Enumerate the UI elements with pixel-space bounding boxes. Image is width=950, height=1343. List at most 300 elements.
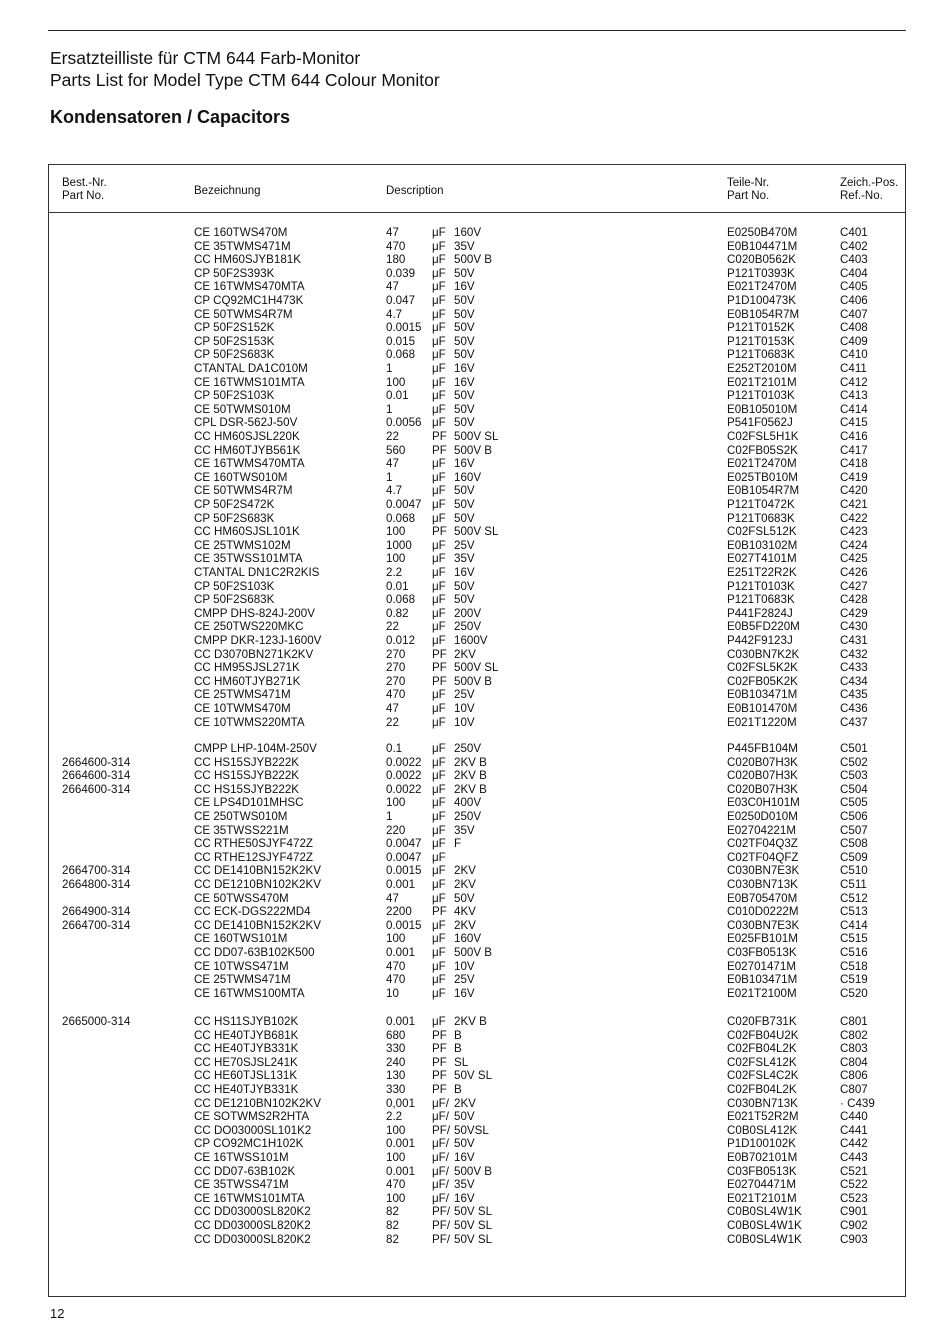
- cell-value: 2.2: [386, 1110, 403, 1124]
- cell-unit: μF: [432, 579, 446, 593]
- cell-part-number: E0B1054R7M: [727, 484, 800, 498]
- cell-reference: C521: [840, 1164, 868, 1178]
- cell-part-number: P541F0562J: [727, 416, 793, 430]
- table-row: [0, 1083, 950, 1097]
- cell-part-number: C020B07H3K: [727, 769, 798, 783]
- cell-reference: C423: [840, 525, 868, 539]
- cell-rating: 50V SL: [454, 1205, 493, 1219]
- table-row: [0, 321, 950, 335]
- cell-bezeichnung: CE 160TWS101M: [194, 932, 288, 946]
- cell-unit: μF: [432, 307, 446, 321]
- cell-part-number: E02701471M: [727, 959, 796, 973]
- cell-rating: 16V: [454, 362, 475, 375]
- cell-bezeichnung: CE 160TWS010M: [194, 470, 288, 484]
- table-row: [0, 742, 950, 756]
- cell-bezeichnung: CP 50F2S683K: [194, 511, 275, 525]
- cell-rating: 160V: [454, 932, 482, 946]
- cell-bezeichnung: CC HM60SJSL220K: [194, 430, 300, 443]
- cell-reference: C403: [840, 253, 868, 267]
- cell-reference: C442: [840, 1137, 868, 1151]
- cell-order-number: 2664900-314: [62, 905, 131, 919]
- cell-value: 0.001: [386, 946, 416, 959]
- cell-rating: 50V: [454, 321, 475, 335]
- cell-rating: 2KV: [454, 1096, 476, 1110]
- cell-reference: C435: [840, 688, 868, 702]
- cell-unit: μF: [432, 294, 446, 307]
- table-row: [0, 403, 950, 417]
- column-header-order-number-en: Part No.: [62, 190, 105, 202]
- cell-bezeichnung: CC HE40TJYB681K: [194, 1028, 299, 1042]
- cell-value: 0.001: [386, 1164, 416, 1178]
- cell-value: 470: [386, 959, 406, 973]
- table-row: [0, 1219, 950, 1233]
- cell-part-number: C02FSL4C2K: [727, 1069, 799, 1083]
- cell-rating: 50V: [454, 389, 475, 403]
- cell-rating: 35V: [454, 823, 475, 837]
- cell-unit: μF: [432, 375, 446, 389]
- cell-value: 0.0022: [386, 755, 422, 769]
- cell-value: 680: [386, 1028, 406, 1042]
- cell-value: 0.0022: [386, 782, 422, 796]
- cell-part-number: C02TF04QFZ: [727, 850, 799, 864]
- cell-part-number: E0B103471M: [727, 688, 798, 702]
- cell-order-number: 2664600-314: [62, 755, 131, 769]
- cell-reference: C440: [840, 1110, 868, 1124]
- cell-reference: C505: [840, 796, 868, 810]
- cell-reference: C443: [840, 1151, 868, 1164]
- cell-unit: μF: [432, 566, 446, 579]
- cell-order-number: 2664700-314: [62, 864, 131, 878]
- cell-part-number: C030BN7E3K: [727, 918, 800, 932]
- cell-part-number: C02FB05S2K: [727, 443, 798, 457]
- cell-unit: μF: [432, 796, 446, 810]
- table-row: [0, 471, 950, 485]
- cell-part-number: C02FSL5K2K: [727, 661, 798, 675]
- cell-value: 1: [386, 402, 393, 416]
- cell-unit: μF/: [432, 1151, 449, 1164]
- cell-reference: C401: [840, 226, 868, 239]
- cell-part-number: E021T1220M: [727, 715, 797, 729]
- cell-bezeichnung: CP 50F2S683K: [194, 593, 275, 607]
- cell-unit: μF: [432, 810, 446, 823]
- cell-rating: F: [454, 837, 462, 851]
- cell-value: 4.7: [386, 484, 403, 498]
- cell-reference: C414: [840, 918, 868, 932]
- cell-unit: μF: [432, 878, 446, 891]
- cell-unit: μF: [432, 702, 446, 715]
- cell-reference: C523: [840, 1191, 868, 1205]
- cell-rating: 160V: [454, 226, 482, 239]
- cell-part-number: E0B5FD220M: [727, 620, 800, 634]
- cell-rating: 10V: [454, 959, 475, 973]
- cell-bezeichnung: CE 10TWMS470M: [194, 702, 291, 715]
- table-row: [0, 716, 950, 730]
- cell-reference: C408: [840, 321, 868, 335]
- table-row: [0, 389, 950, 403]
- cell-bezeichnung: CE 16TWMS100MTA: [194, 986, 305, 1000]
- column-header-part-number-en: Part No.: [727, 190, 770, 202]
- cell-value: 0.0047: [386, 850, 422, 864]
- cell-value: 0.1: [386, 742, 403, 755]
- table-row: [0, 824, 950, 838]
- cell-reference: C411: [840, 362, 867, 375]
- cell-part-number: P442F9123J: [727, 634, 793, 647]
- cell-bezeichnung: CC DD03000SL820K2: [194, 1232, 311, 1246]
- cell-reference: C516: [840, 946, 868, 959]
- cell-rating: 50V: [454, 1110, 475, 1124]
- cell-value: 10: [386, 986, 399, 1000]
- table-row: [0, 1110, 950, 1124]
- cell-part-number: P1D100102K: [727, 1137, 796, 1151]
- cell-value: 0.0015: [386, 918, 422, 932]
- cell-unit: μF: [432, 973, 446, 987]
- cell-value: 2200: [386, 905, 412, 919]
- cell-value: 0.068: [386, 593, 416, 607]
- cell-bezeichnung: CE 16TWMS470MTA: [194, 280, 305, 294]
- cell-bezeichnung: CE 35TWSS221M: [194, 823, 289, 837]
- table-row: [0, 1056, 950, 1070]
- cell-reference: C510: [840, 864, 868, 878]
- cell-part-number: E03C0H101M: [727, 796, 800, 810]
- cell-reference: C406: [840, 294, 868, 307]
- cell-value: 270: [386, 647, 406, 661]
- cell-reference: C419: [840, 470, 868, 484]
- table-row: [0, 973, 950, 987]
- cell-value: 82: [386, 1205, 399, 1219]
- cell-reference: C429: [840, 606, 868, 620]
- cell-bezeichnung: CE 35TWMS471M: [194, 239, 291, 253]
- cell-bezeichnung: CPL DSR-562J-50V: [194, 416, 298, 430]
- cell-unit: μF: [432, 552, 446, 566]
- cell-value: 100: [386, 552, 406, 566]
- cell-part-number: C030BN713K: [727, 1096, 798, 1110]
- cell-reference: C428: [840, 593, 868, 607]
- table-row: [0, 905, 950, 919]
- cell-rating: 250V: [454, 620, 482, 634]
- cell-reference: C410: [840, 348, 868, 362]
- cell-part-number: C02FB04U2K: [727, 1028, 799, 1042]
- column-header-order-number-de: Best.-Nr.: [62, 177, 107, 189]
- cell-rating: 50V: [454, 348, 475, 362]
- cell-value: 47: [386, 280, 399, 294]
- cell-reference: C503: [840, 769, 868, 783]
- cell-unit: PF/: [432, 1205, 451, 1219]
- cell-bezeichnung: CE 25TWMS471M: [194, 688, 291, 702]
- table-row: [0, 498, 950, 512]
- cell-unit: μF: [432, 782, 446, 796]
- cell-bezeichnung: CMPP DHS-824J-200V: [194, 606, 315, 620]
- cell-part-number: E0B702101M: [727, 1151, 798, 1164]
- cell-rating: 2KV B: [454, 755, 487, 769]
- cell-unit: μF: [432, 918, 446, 932]
- cell-unit: μF: [432, 498, 446, 511]
- cell-unit: μF: [432, 348, 446, 362]
- cell-reference: C420: [840, 484, 868, 498]
- cell-unit: μF: [432, 742, 446, 755]
- cell-unit: μF: [432, 891, 446, 905]
- cell-value: 0.0015: [386, 321, 422, 335]
- table-row: [0, 634, 950, 648]
- cell-unit: μF/: [432, 1178, 449, 1192]
- cell-rating: 50V: [454, 579, 475, 593]
- cell-unit: μF: [432, 1015, 446, 1028]
- cell-bezeichnung: CC ECK-DGS222MD4: [194, 905, 311, 919]
- cell-part-number: C010D0222M: [727, 905, 799, 919]
- cell-part-number: C02FSL512K: [727, 525, 797, 539]
- cell-unit: μF/: [432, 1191, 449, 1205]
- cell-value: 1: [386, 810, 393, 823]
- cell-bezeichnung: CC DO03000SL101K2: [194, 1123, 312, 1137]
- cell-unit: μF: [432, 606, 446, 620]
- cell-reference: C506: [840, 810, 868, 823]
- cell-value: 0.001: [386, 1015, 416, 1028]
- cell-part-number: C03FB0513K: [727, 1164, 797, 1178]
- cell-reference: C519: [840, 973, 868, 987]
- cell-reference: C518: [840, 959, 868, 973]
- cell-order-number: 2665000-314: [62, 1015, 131, 1028]
- cell-bezeichnung: CE 250TWS010M: [194, 810, 288, 823]
- cell-bezeichnung: CE 50TWSS470M: [194, 891, 289, 905]
- cell-reference: C509: [840, 850, 868, 864]
- table-row: [0, 294, 950, 308]
- cell-unit: μF: [432, 620, 446, 634]
- cell-value: 0.039: [386, 266, 416, 280]
- table-row: [0, 769, 950, 783]
- table-row: [0, 1233, 950, 1247]
- cell-part-number: C02FB05K2K: [727, 674, 798, 688]
- table-row: [0, 1178, 950, 1192]
- cell-bezeichnung: CC DE1210BN102K2KV: [194, 1096, 321, 1110]
- cell-bezeichnung: CE 10TWMS220MTA: [194, 715, 305, 729]
- table-row: [0, 335, 950, 349]
- cell-value: 0.0047: [386, 498, 422, 511]
- table-row: [0, 1029, 950, 1043]
- cell-unit: μF: [432, 226, 446, 239]
- table-row: [0, 457, 950, 471]
- cell-reference: C515: [840, 932, 868, 946]
- cell-bezeichnung: CC HS15SJYB222K: [194, 755, 300, 769]
- table-row: [0, 226, 950, 240]
- cell-bezeichnung: CE 160TWS470M: [194, 226, 288, 239]
- cell-unit: μF: [432, 389, 446, 403]
- cell-rating: 2KV B: [454, 769, 487, 783]
- cell-value: 180: [386, 253, 406, 267]
- cell-unit: μF/: [432, 1164, 449, 1178]
- cell-value: 0.0056: [386, 416, 422, 430]
- cell-unit: PF: [432, 661, 447, 675]
- cell-bezeichnung: CC HM60SJSL101K: [194, 525, 300, 539]
- cell-value: 1000: [386, 538, 412, 552]
- table-row: [0, 593, 950, 607]
- cell-bezeichnung: CE 25TWMS102M: [194, 538, 291, 552]
- cell-part-number: C020B07H3K: [727, 782, 798, 796]
- cell-value: 0.001: [386, 878, 416, 891]
- column-header-part-number-de: Teile-Nr.: [727, 177, 770, 189]
- cell-bezeichnung: CE 16TWMS101MTA: [194, 1191, 305, 1205]
- table-row: [0, 267, 950, 281]
- table-row: [0, 946, 950, 960]
- cell-part-number: P121T0683K: [727, 593, 795, 607]
- cell-value: 100: [386, 796, 406, 810]
- cell-bezeichnung: CC DD03000SL820K2: [194, 1219, 311, 1232]
- cell-unit: μF: [432, 416, 446, 430]
- cell-part-number: P121T0683K: [727, 511, 795, 525]
- cell-reference: C407: [840, 307, 868, 321]
- table-row: [0, 864, 950, 878]
- cell-rating: 50V: [454, 294, 475, 307]
- cell-bezeichnung: CE 16TWMS101MTA: [194, 375, 305, 389]
- cell-reference: C405: [840, 280, 868, 294]
- cell-bezeichnung: CE 50TWMS010M: [194, 402, 291, 416]
- section-heading: Kondensatoren / Capacitors: [50, 107, 291, 127]
- cell-reference: C507: [840, 823, 868, 837]
- cell-part-number: E025FB101M: [727, 932, 798, 946]
- cell-bezeichnung: CC HS15SJYB222K: [194, 782, 300, 796]
- cell-reference: C431: [840, 634, 868, 647]
- cell-part-number: C020B0562K: [727, 253, 796, 267]
- cell-reference: C903: [840, 1232, 868, 1246]
- cell-part-number: E0B705470M: [727, 891, 798, 905]
- cell-value: 330: [386, 1083, 406, 1096]
- cell-part-number: P121T0153K: [727, 334, 795, 348]
- cell-rating: 500V SL: [454, 525, 499, 539]
- cell-bezeichnung: CC HM60TJYB561K: [194, 443, 301, 457]
- cell-bezeichnung: CC DD07-63B102K500: [194, 946, 315, 959]
- cell-value: 0.0047: [386, 837, 422, 851]
- cell-rating: 16V: [454, 566, 475, 579]
- cell-unit: μF: [432, 280, 446, 294]
- cell-value: 240: [386, 1055, 406, 1069]
- cell-reference: C430: [840, 620, 868, 634]
- table-row: [0, 362, 950, 376]
- cell-part-number: E021T2101M: [727, 1191, 797, 1205]
- cell-unit: PF: [432, 647, 447, 661]
- cell-rating: 500V B: [454, 674, 493, 688]
- cell-bezeichnung: CC HS15SJYB222K: [194, 769, 300, 783]
- cell-unit: μF: [432, 715, 446, 729]
- table-row: [0, 620, 950, 634]
- cell-rating: 16V: [454, 280, 475, 294]
- cell-rating: SL: [454, 1055, 469, 1069]
- cell-reference: C404: [840, 266, 868, 280]
- cell-value: 47: [386, 702, 399, 715]
- cell-value: 130: [386, 1069, 406, 1083]
- table-row: [0, 1165, 950, 1179]
- cell-rating: 2KV: [454, 647, 476, 661]
- cell-value: 47: [386, 226, 399, 239]
- cell-value: 0.82: [386, 606, 409, 620]
- cell-unit: μF: [432, 321, 446, 335]
- table-row: [0, 1015, 950, 1029]
- cell-bezeichnung: CP 50F2S103K: [194, 579, 275, 593]
- cell-bezeichnung: CP 50F2S103K: [194, 389, 275, 403]
- cell-reference: C433: [840, 661, 868, 675]
- cell-rating: 400V: [454, 796, 482, 810]
- cell-value: 560: [386, 443, 406, 457]
- cell-reference: C902: [840, 1219, 868, 1232]
- cell-part-number: C030BN7E3K: [727, 864, 800, 878]
- cell-unit: μF: [432, 986, 446, 1000]
- cell-unit: μF: [432, 484, 446, 498]
- cell-value: 100: [386, 1191, 406, 1205]
- cell-rating: 1600V: [454, 634, 488, 647]
- cell-rating: 2KV B: [454, 782, 487, 796]
- cell-rating: 200V: [454, 606, 482, 620]
- table-row: [0, 607, 950, 621]
- table-row: [0, 240, 950, 254]
- cell-reference: C418: [840, 457, 868, 471]
- table-row: [0, 756, 950, 770]
- cell-unit: PF: [432, 525, 447, 539]
- cell-unit: μF: [432, 959, 446, 973]
- cell-reference: C804: [840, 1055, 868, 1069]
- cell-reference: C504: [840, 782, 868, 796]
- cell-part-number: E0B103102M: [727, 538, 798, 552]
- cell-rating: 50V: [454, 891, 475, 905]
- cell-bezeichnung: CC DD07-63B102K: [194, 1164, 296, 1178]
- cell-part-number: E0B1054R7M: [727, 307, 800, 321]
- column-header-bezeichnung: Bezeichnung: [194, 185, 261, 197]
- cell-rating: 2KV: [454, 864, 476, 878]
- cell-reference: C806: [840, 1069, 868, 1083]
- cell-part-number: E021T2101M: [727, 375, 797, 389]
- table-row: [0, 932, 950, 946]
- cell-value: 0.047: [386, 294, 416, 307]
- cell-part-number: E0250B470M: [727, 226, 798, 239]
- cell-value: 22: [386, 620, 399, 634]
- cell-bezeichnung: CC HE40TJYB331K: [194, 1083, 299, 1096]
- cell-bezeichnung: CTANTAL DA1C010M: [194, 362, 308, 375]
- cell-part-number: E021T52R2M: [727, 1110, 799, 1124]
- cell-unit: μF: [432, 266, 446, 280]
- cell-order-number: 2664600-314: [62, 769, 131, 783]
- cell-bezeichnung: CE 35TWSS101MTA: [194, 552, 303, 566]
- cell-value: 47: [386, 891, 399, 905]
- cell-reference: C417: [840, 443, 868, 457]
- cell-part-number: P441F2824J: [727, 606, 793, 620]
- table-row: [0, 1192, 950, 1206]
- cell-unit: PF: [432, 905, 447, 919]
- cell-rating: 2KV: [454, 878, 476, 891]
- cell-part-number: C03FB0513K: [727, 946, 797, 959]
- table-row: [0, 960, 950, 974]
- table-row: [0, 484, 950, 498]
- table-row: [0, 539, 950, 553]
- cell-rating: 50V SL: [454, 1232, 493, 1246]
- cell-reference: C501: [840, 742, 868, 755]
- cell-reference: C415: [840, 416, 868, 430]
- cell-value: 0.01: [386, 579, 409, 593]
- cell-bezeichnung: CC HM60SJYB181K: [194, 253, 301, 267]
- cell-rating: 50V: [454, 416, 475, 430]
- cell-rating: 16V: [454, 457, 475, 471]
- table-row: [0, 416, 950, 430]
- cell-bezeichnung: CP 50F2S153K: [194, 334, 275, 348]
- cell-rating: B: [454, 1028, 462, 1042]
- cell-part-number: E0B104471M: [727, 239, 798, 253]
- cell-rating: 50V: [454, 484, 475, 498]
- cell-reference: C413: [840, 389, 868, 403]
- table-row: [0, 1097, 950, 1111]
- table-row: [0, 280, 950, 294]
- cell-part-number: E0250D010M: [727, 810, 798, 823]
- table-row: [0, 1151, 950, 1165]
- cell-part-number: C020B07H3K: [727, 755, 798, 769]
- cell-part-number: E02704221M: [727, 823, 796, 837]
- cell-bezeichnung: CC DE1410BN152K2KV: [194, 864, 321, 878]
- cell-bezeichnung: CC D3070BN271K2KV: [194, 647, 314, 661]
- table-row: [0, 837, 950, 851]
